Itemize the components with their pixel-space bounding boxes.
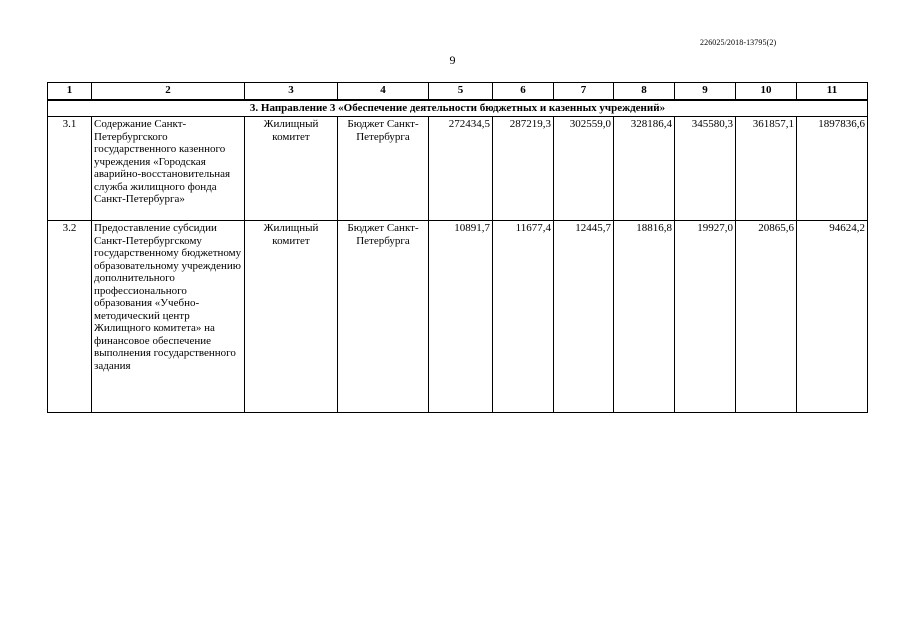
value-col-9: 19927,0 [675, 221, 736, 413]
value-col-11: 94624,2 [797, 221, 868, 413]
column-header: 3 [245, 83, 338, 101]
row-name: Предоставление субсидии Санкт-Петербургскому государственному бюджетному образовательному учреждению дополнительного профессионального образования «Учебно-методический центр Жилищного комитета» на финансовое обеспечение выполнения государственного задания [92, 221, 245, 413]
budget-table [47, 82, 868, 413]
column-header: 4 [338, 83, 429, 101]
table-row [48, 221, 868, 413]
column-header: 8 [614, 83, 675, 101]
value-col-7: 12445,7 [554, 221, 614, 413]
section-title: 3. Направление 3 «Обеспечение деятельности бюджетных и казенных учреждений» [48, 100, 868, 117]
row-number: 3.2 [48, 221, 92, 413]
value-col-11: 1897836,6 [797, 117, 868, 221]
row-executor: Жилищный комитет [245, 117, 338, 221]
value-col-9: 345580,3 [675, 117, 736, 221]
value-col-8: 328186,4 [614, 117, 675, 221]
row-source: Бюджет Санкт-Петербурга [338, 117, 429, 221]
value-col-10: 361857,1 [736, 117, 797, 221]
row-source: Бюджет Санкт-Петербурга [338, 221, 429, 413]
value-col-5: 272434,5 [429, 117, 493, 221]
column-header: 2 [92, 83, 245, 101]
column-header: 11 [797, 83, 868, 101]
column-header: 9 [675, 83, 736, 101]
value-col-10: 20865,6 [736, 221, 797, 413]
column-header: 6 [493, 83, 554, 101]
row-name: Содержание Санкт-Петербургского государственного казенного учреждения «Городская аварийно-восстановительная служба жилищного фонда Санкт-Петербурга» [92, 117, 245, 221]
column-header: 1 [48, 83, 92, 101]
value-col-6: 11677,4 [493, 221, 554, 413]
column-header: 7 [554, 83, 614, 101]
column-header: 5 [429, 83, 493, 101]
row-executor: Жилищный комитет [245, 221, 338, 413]
column-header: 10 [736, 83, 797, 101]
table-header-row [48, 83, 868, 101]
value-col-7: 302559,0 [554, 117, 614, 221]
table-row [48, 117, 868, 221]
page-number: 9 [449, 53, 456, 67]
value-col-5: 10891,7 [429, 221, 493, 413]
value-col-6: 287219,3 [493, 117, 554, 221]
row-number: 3.1 [48, 117, 92, 221]
document-id: 226025/2018-13795(2) [700, 38, 777, 47]
value-col-8: 18816,8 [614, 221, 675, 413]
section-row [48, 100, 868, 117]
